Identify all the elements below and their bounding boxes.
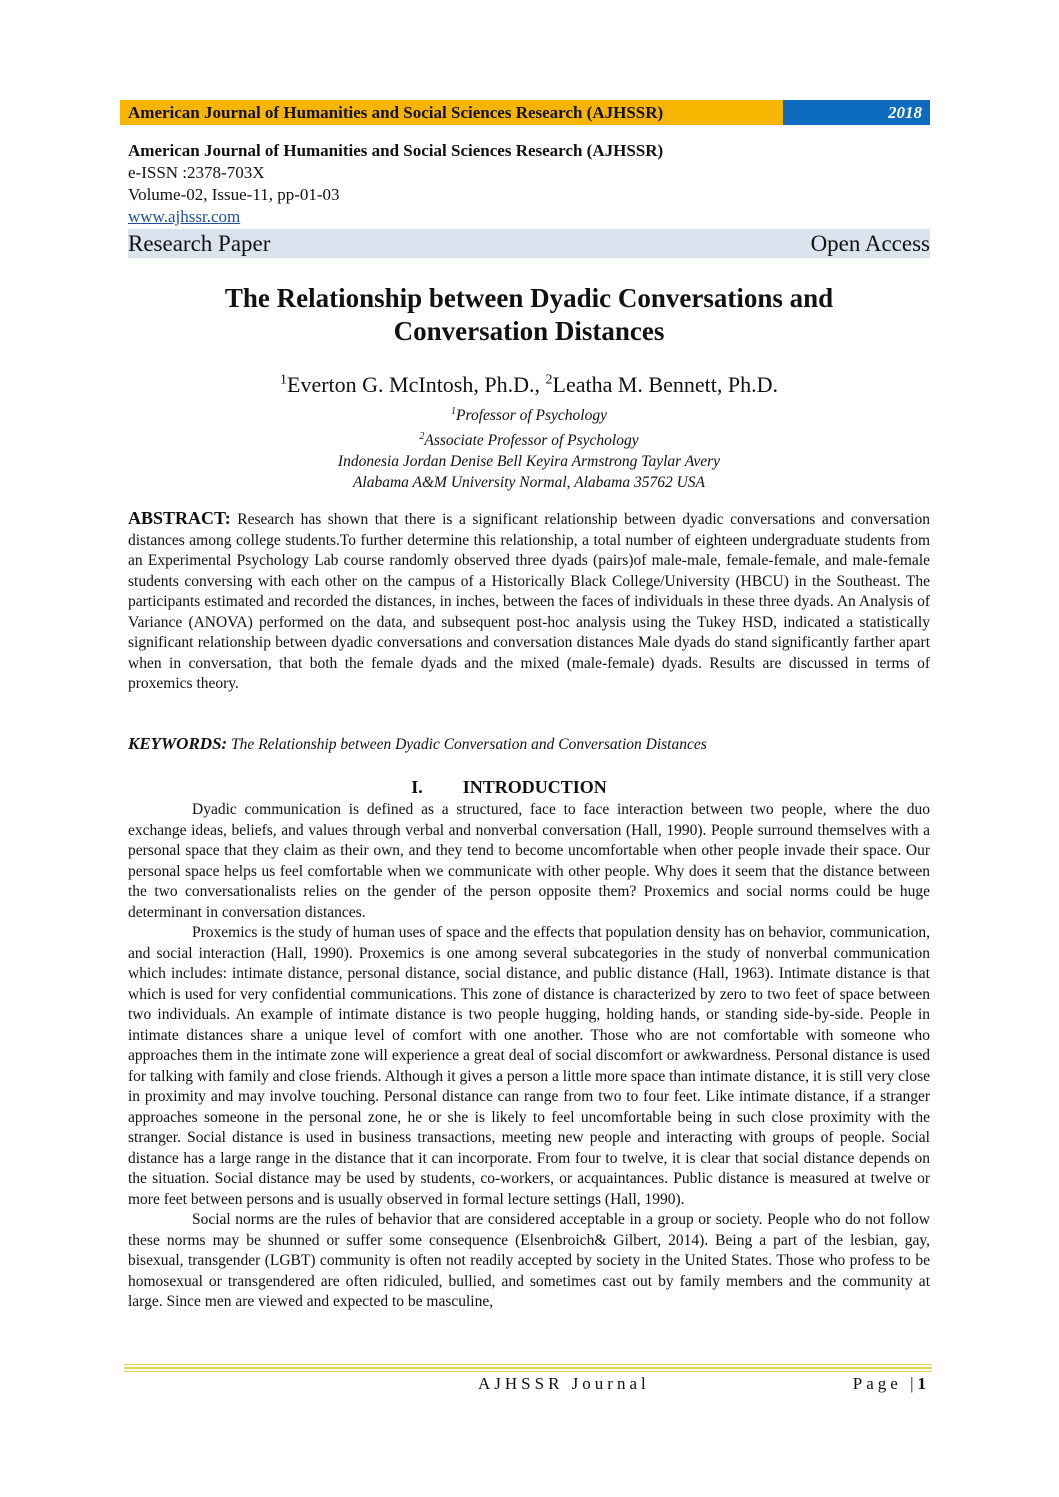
- abstract-text: Research has shown that there is a significant relationship between dyadic conversations and conversation distances among college students.To further determine this relationship, a total number of eighteen undergraduate students from an Experimental Psychology Lab course randomly observed three dyads (pairs)of male-male, female-female, and male-female students conversing with each other on the campus of a Historically Black College/University (HBCU) in the Southeast. The participants estimated and recorded the distances, in inches, between the faces of individuals in these three dyads. An Analysis of Variance (ANOVA) performed on the data, and subsequent post-hoc analysis using the Tukey HSD, indicated a statistically significant relationship between dyadic conversations and conversation distances Male dyads do stand significantly farther apart when in conversation, that both the female dyads and the mixed (male-female) dyads. Results are discussed in terms of proxemics theory.: [128, 511, 930, 692]
- aff-2-sup: 2: [419, 431, 425, 443]
- section-number: I.: [411, 777, 423, 797]
- keywords-text: The Relationship between Dyadic Conversation and Conversation Distances: [227, 736, 707, 753]
- journal-banner: [120, 100, 930, 125]
- banner-year: 2018: [783, 100, 930, 125]
- paragraph: Dyadic communication is defined as a structured, face to face interaction between two people, where the duo exchange ideas, beliefs, and values through verbal and nonverbal conversation (Hall, 1990). People surround themselves with a personal space that they claim as their own, and they tend to become uncomfortable when other people invade their space. Our personal space helps us feel comfortable when we communicate with other people. Why does it seem that the distance between the two conversationalists relies on the gender of the person opposite them? Proxemics and social norms could be huge determinant in conversation distances.: [128, 801, 930, 921]
- author-2-sup: 2: [545, 372, 553, 388]
- paper-type-bar: [128, 229, 930, 258]
- institution: Alabama A&M University Normal, Alabama 35762 USA: [352, 474, 706, 492]
- section-title: INTRODUCTION: [462, 777, 607, 797]
- aff-1: Professor of Psychology: [456, 407, 607, 425]
- footer-journal: AJHSSR Journal: [478, 1374, 650, 1393]
- keywords: [128, 734, 930, 754]
- paragraph: Proxemics is the study of human uses of space and the effects that population density has on behavior, communication, and social interaction (Hall, 1990). Proxemics is one among several subcategories in the study of nonverbal communication which includes: intimate distance, personal distance, social distance, and public distance (Hall, 1963). Intimate distance is that which is used for very confidential communications. This zone of distance is characterized by zero to two feet of space between two individuals. An example of intimate distance is two people hugging, holding hands, or standing side-by-side. People in intimate distances share a unique level of comfort with one another. Those who are not comfortable with someone who approaches them in the intimate zone will experience a great deal of social discomfort or awkwardness. Personal distance is used for talking with family and close friends. Although it gives a person a little more space than intimate distance, it is still very close in proximity and may involve touching. Personal distance can range from two to four feet. Like intimate distance, if a stranger approaches someone in the personal zone, he or she is likely to feel uncomfortable being in such close proximity with the stranger. Social distance is used in business transactions, meeting new people and interacting with groups of people. Social distance has a large range in the distance that it can incorporate. From four to twelve, it is clear that social distance depends on the situation. Social distance may be used by students, co-workers, or acquaintances. Public distance is measured at twelve or more feet between persons and is usually observed in formal lecture settings (Hall, 1990).: [128, 924, 930, 1208]
- paragraph: Social norms are the rules of behavior that are considered acceptable in a group or society. People who do not follow these norms may be shunned or suffer some consequence (Elsenbroich& Gilbert, 2014). Being a part of the lesbian, gay, bisexual, transgender (LGBT) community is often not readily accepted by society in the United States. Those who profess to be homosexual or transgendered are often ridiculed, bullied, and sometimes cast out by family members and the community at large. Since men are viewed and expected to be masculine,: [128, 1211, 930, 1310]
- banner-journal-name: American Journal of Humanities and Social Sciences Research (AJHSSR): [120, 100, 783, 125]
- footer-rule: [124, 1364, 932, 1365]
- issn: e-ISSN :2378-703X: [128, 163, 265, 182]
- aff-2: Associate Professor of Psychology: [424, 432, 639, 450]
- paper-type: Research Paper: [128, 231, 271, 256]
- page-number-block: [853, 1374, 930, 1394]
- abstract: [128, 508, 930, 695]
- website-link[interactable]: www.ajhssr.com: [128, 207, 241, 226]
- title-line-1: The Relationship between Dyadic Conversations and: [224, 283, 834, 313]
- page-label: Page |: [852, 1374, 918, 1393]
- footer-rule: [124, 1367, 932, 1369]
- journal-meta: [128, 140, 663, 228]
- keywords-label: KEYWORDS:: [128, 734, 228, 753]
- author-1-sup: 1: [280, 372, 288, 388]
- author-2: Leatha M. Bennett, Ph.D.: [552, 372, 778, 397]
- section-heading: [128, 777, 930, 798]
- introduction-body: [128, 800, 930, 1313]
- journal-name: American Journal of Humanities and Social Sciences Research (AJHSSR): [128, 141, 664, 160]
- authors: [128, 372, 930, 398]
- access-type: Open Access: [810, 231, 930, 256]
- footer-rule: [124, 1371, 932, 1372]
- page-number: 1: [917, 1374, 930, 1393]
- title-line-2: Conversation Distances: [393, 316, 665, 346]
- affiliations: [128, 401, 930, 493]
- author-1: Everton G. McIntosh, Ph.D.,: [287, 372, 546, 397]
- student-names: Indonesia Jordan Denise Bell Keyira Armstrong Taylar Avery: [337, 453, 721, 471]
- aff-1-sup: 1: [451, 406, 457, 417]
- paper-title: [128, 282, 930, 348]
- volume-issue: Volume-02, Issue-11, pp-01-03: [128, 185, 340, 204]
- abstract-label: ABSTRACT:: [128, 508, 231, 528]
